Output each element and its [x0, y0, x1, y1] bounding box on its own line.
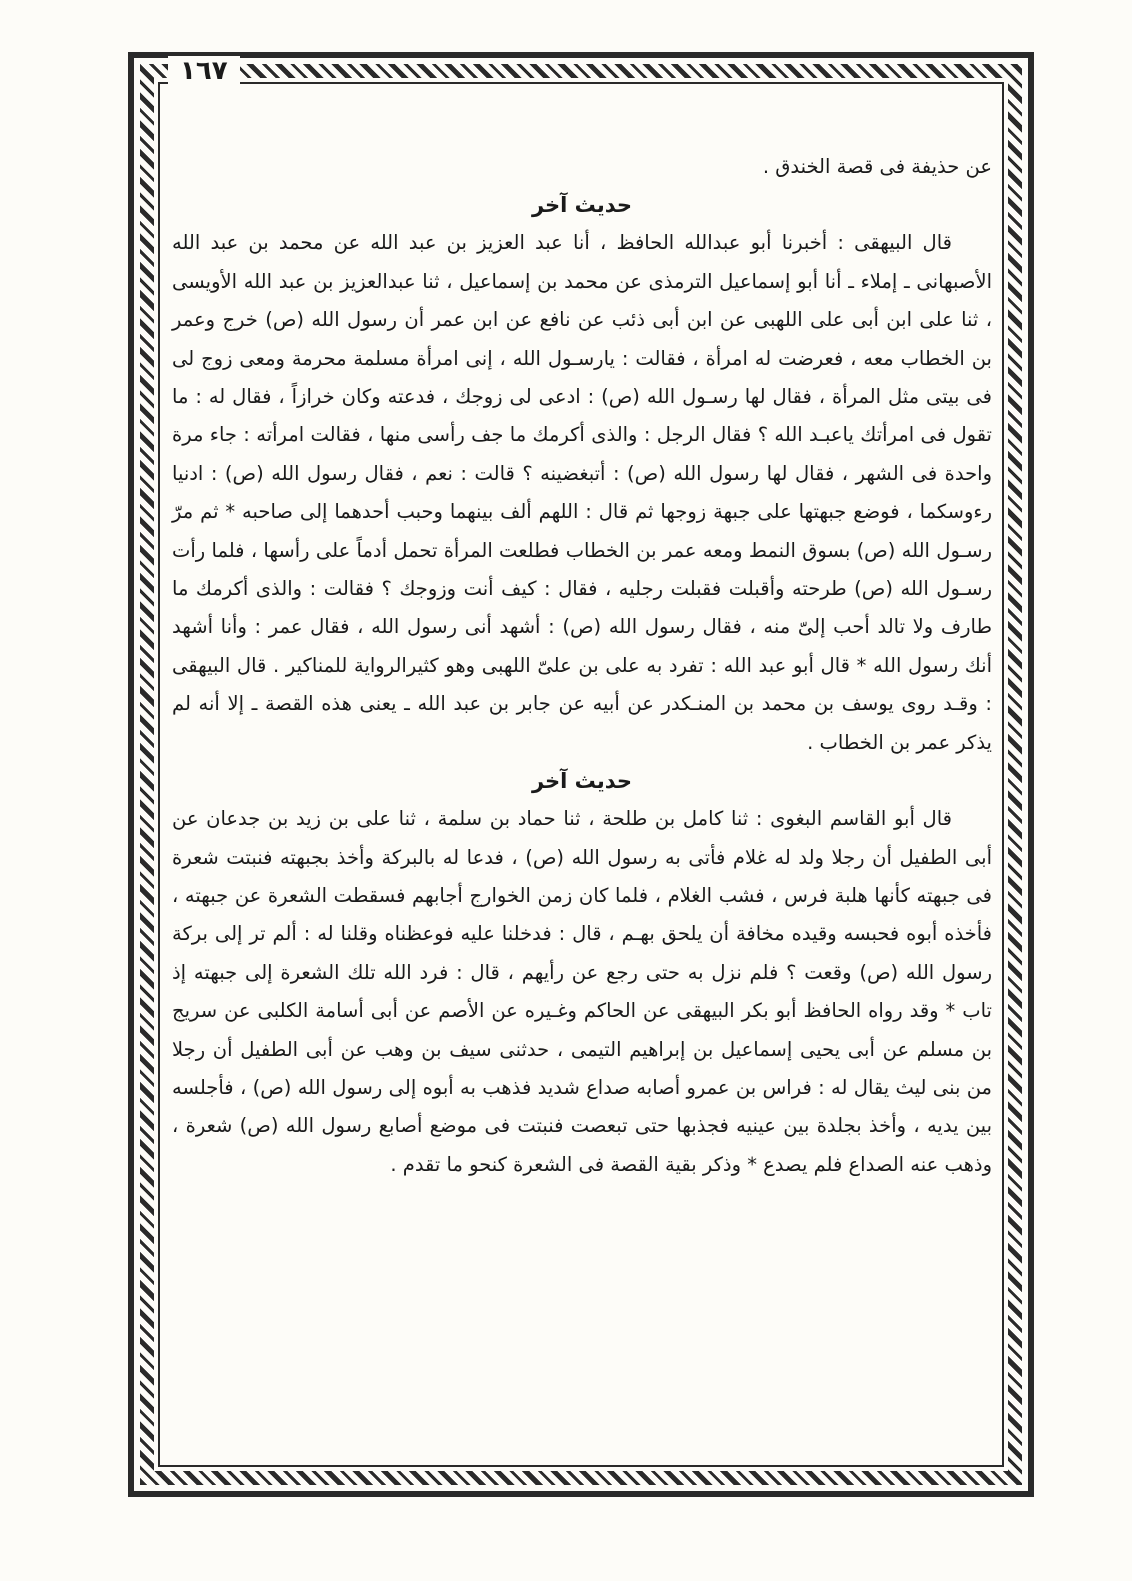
text-paragraph: قال أبو القاسم البغوى : ثنا كامل بن طلحة ، ثنا حماد بن سلمة ، ثنا على بن زيد بن جدعان عن أبى الطفيل أن رجلا ولد له غلام فأتى به رسول الله (ص) ، فدعا له بالبركة وأخذ بجبهته فنبتت شعرة فى جبهته كأنها هلبة فرس ، فشب الغلام ، فلما كان زمن الخوارج أجابهم فسقطت الشعرة عن جبهته ، فأخذه أبوه فحبسه وقيده مخافة أن يلحق بهـم ، قال : فدخلنا عليه فوعظناه وقلنا له : ألم تر إلى بركة رسول الله (ص) وقعت ؟ فلم نزل به حتى رجع عن رأيهم ، قال : فرد الله تلك الشعرة إلى جبهته إذ تاب * وقد رواه الحافظ أبو بكر البيهقى عن الحاكم وغـيره عن الأصم عن أبى أسامة الكلبى عن سريج بن مسلم عن أبى يحيى إسماعيل بن إبراهيم التيمى ، حدثنى سيف بن وهب عن أبى الطفيل أن رجلا من بنى ليث يقال له : فراس بن عمرو أصابه صداع شديد فذهب به أبوه إلى رسول الله (ص) ، فأجلسه بين يديه ، وأخذ بجلدة بين عينيه فجذبها حتى تبعصت فنبتت فى موضع أصابع رسول الله (ص) شعرة ، وذهب عنه الصداع فلم يصدع * وذكر بقية القصة فى الشعرة كنحو ما تقدم . — [172, 807, 992, 1176]
text-paragraph: قال البيهقى : أخبرنا أبو عبدالله الحافظ ، أنا عبد العزيز بن عبد الله عن محمد بن عبد الله الأصبهانى ـ إملاء ـ أنا أبو إسماعيل الترمذى عن محمد بن إسماعيل ، ثنا عبدالعزيز بن عبد الله الأويسى ، ثنا على ابن أبى على اللهبى عن ابن أبى ذئب عن نافع عن ابن عمر أن رسول الله (ص) خرج وعمر بن الخطاب معه ، فعرضت له امرأة ، فقالت : يارسـول الله ، إنى امرأة مسلمة محرمة ومعى زوج لى فى بيتى مثل المرأة ، فقال لها رسـول الله (ص) : ادعى لى زوجك ، فدعته وكان خرازاً ، فقال له : ما تقول فى امرأتك ياعبـد الله ؟ فقال الرجل : والذى أكرمك ما جف رأسى منها ، فقالت امرأته : جاء مرة واحدة فى الشهر ، فقال لها رسول الله (ص) : أتبغضينه ؟ قالت : نعم ، فقال رسول الله (ص) : ادنيا رءوسكما ، فوضع جبهتها على جبهة زوجها ثم قال : اللهم ألف بينهما وحبب أحدهما إلى صاحبه * ثم مرّ رسـول الله (ص) بسوق النمط ومعه عمر بن الخطاب فطلعت المرأة تحمل أدماً على رأسها ، فلما رأت رسـول الله (ص) طرحته وأقبلت فقبلت رجليه ، فقال : كيف أنت وزوجك ؟ فقالت : والذى أكرمك ما طارف ولا تالد أحب إلىّ منه ، فقال رسول الله (ص) : أشهد أنى رسول الله ، فقال عمر : وأنا أشهد أنك رسول الله * قال أبو عبد الله : تفرد به على بن علىّ اللهبى وهو كثيرالرواية للمناكير . قال البيهقى : وقـد روى يوسف بن محمد بن المنـكدر عن أبيه عن جابر بن عبد الله ـ يعنى هذه القصة ـ إلا أنه لم يذكر عمر بن الخطاب . — [172, 231, 992, 754]
page-number: ١٦٧ — [168, 56, 240, 86]
section-heading: حديث آخر — [531, 769, 633, 794]
section-heading: حديث آخر — [531, 193, 633, 218]
page-text — [172, 148, 992, 1184]
text-paragraph: عن حذيفة فى قصة الخندق . — [762, 155, 992, 178]
